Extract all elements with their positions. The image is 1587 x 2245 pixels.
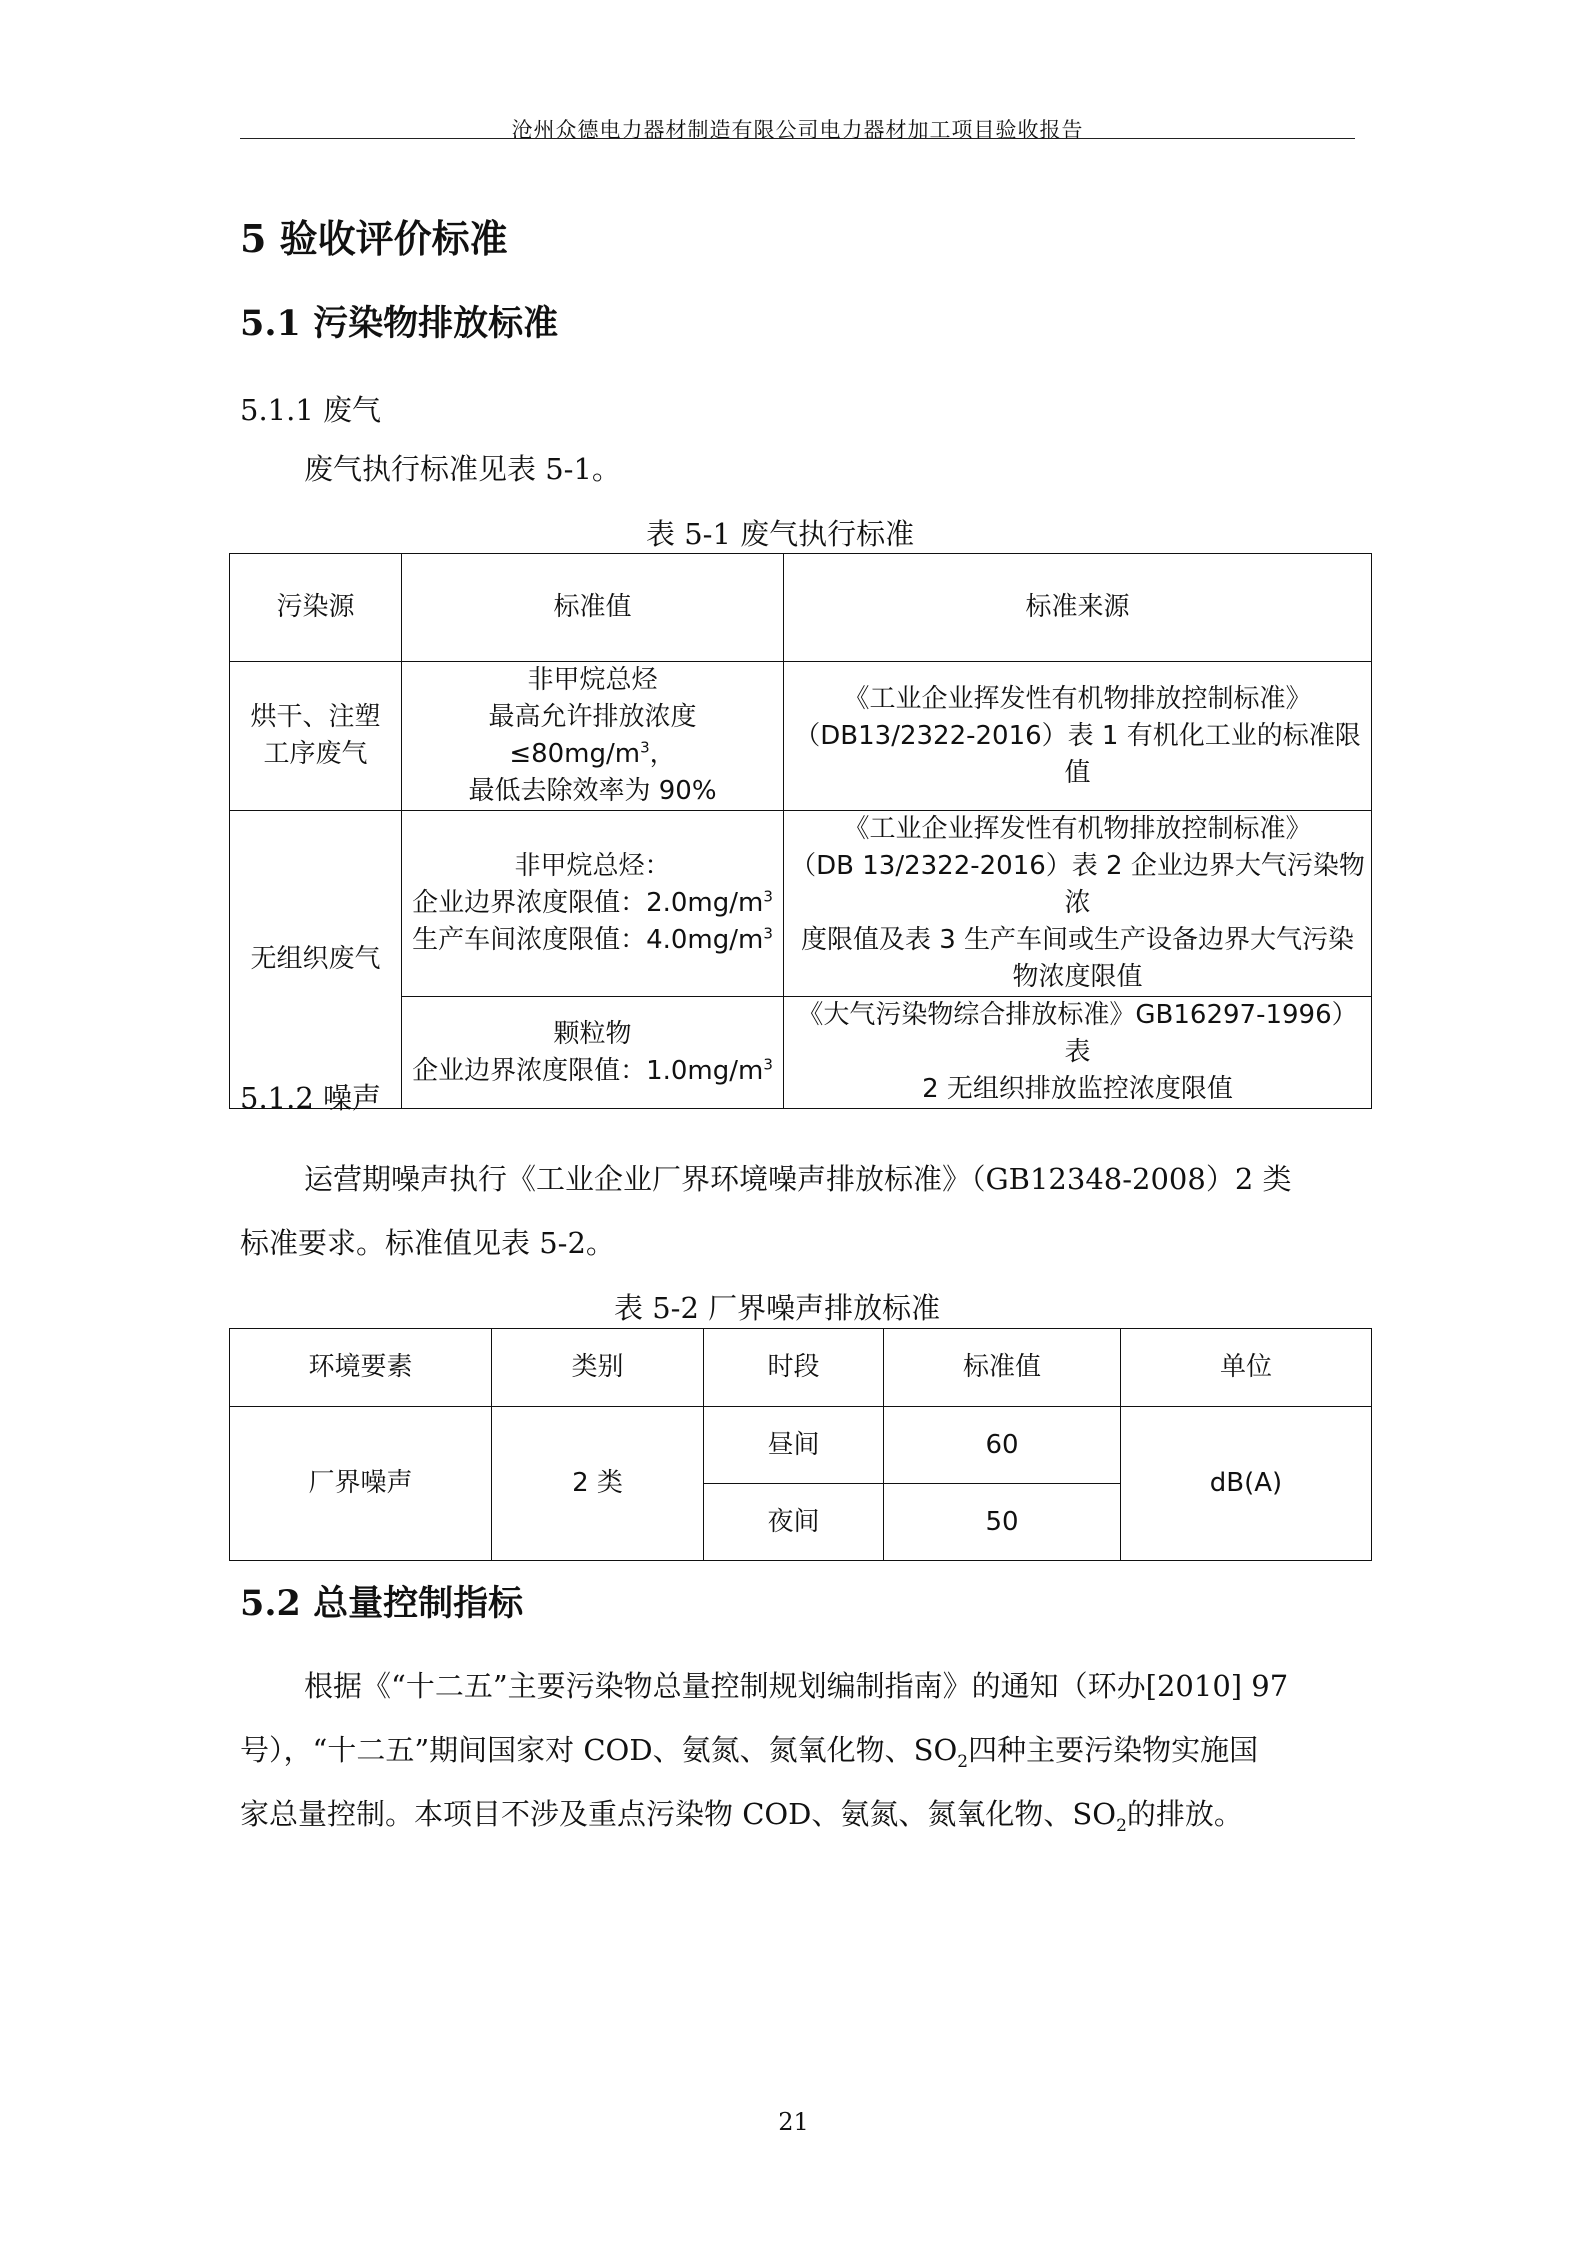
header-cell: 标准来源 [784, 554, 1372, 662]
header-cell: 单位 [1121, 1329, 1372, 1407]
superscript: 3 [763, 887, 773, 906]
value-text: 企业边界浓度限值：1.0mg/m [412, 1055, 764, 1086]
ref-cell [784, 662, 1372, 811]
ref-cell [784, 997, 1372, 1109]
section-5-title: 5 验收评价标准 [240, 216, 508, 261]
noise-standard-table [229, 1328, 1372, 1561]
category-cell: 2 类 [492, 1407, 704, 1561]
superscript: 3 [763, 924, 773, 943]
table-row [230, 997, 1372, 1109]
value-text: 生产车间浓度限值：4.0mg/m [412, 925, 764, 955]
total-control-line2 [240, 1733, 1259, 1772]
value-text: 最高允许排放浓度≤80mg/m [488, 702, 697, 769]
subscript: 2 [1116, 1815, 1127, 1836]
total-control-line3 [240, 1797, 1243, 1836]
value-line [406, 1053, 779, 1090]
subscript: 2 [957, 1751, 969, 1772]
source-line: 工序废气 [263, 739, 368, 769]
line3-text: 家总量控制。本项目不涉及重点污染物 COD、氨氮、氮氧化物、SO [240, 1797, 1117, 1831]
section-5-1-2-title: 5.1.2 噪声 [240, 1081, 382, 1115]
total-control-line1: 根据《“十二五”主要污染物总量控制规划编制指南》的通知（环办[2010] 97 [304, 1669, 1289, 1703]
noise-para-line1: 运营期噪声执行《工业企业厂界环境噪声排放标准》（GB12348-2008）2 类 [304, 1162, 1292, 1196]
header-cell: 时段 [704, 1329, 884, 1407]
page-number: 21 [778, 2108, 809, 2136]
value-line [406, 699, 779, 773]
standard-value-cell: 50 [884, 1484, 1121, 1561]
superscript: 3 [763, 1054, 773, 1073]
header-rule [240, 138, 1355, 139]
section-5-1-title: 5.1 污染物排放标准 [240, 303, 559, 344]
value-cell [402, 811, 784, 997]
value-line [406, 885, 779, 922]
value-cell [402, 662, 784, 811]
period-cell: 昼间 [704, 1407, 884, 1484]
header-cell: 环境要素 [230, 1329, 492, 1407]
section-5-1-1-title: 5.1.1 废气 [240, 393, 382, 427]
noise-paragraph [240, 1147, 1355, 1275]
standard-value-cell: 60 [884, 1407, 1121, 1484]
ref-line: 《工业企业挥发性有机物排放控制标准》 [843, 814, 1312, 844]
header-cell: 污染源 [230, 554, 402, 662]
line2-text-tail: 四种主要污染物实施国 [968, 1733, 1259, 1767]
header-cell: 标准值 [402, 554, 784, 662]
line2-text: 号），“十二五”期间国家对 COD、氨氮、氮氧化物、SO [240, 1733, 958, 1767]
value-cell [402, 997, 784, 1109]
value-text: 企业边界浓度限值：2.0mg/m [412, 888, 764, 918]
header-cell: 标准值 [884, 1329, 1121, 1407]
source-line: 烘干、注塑 [250, 702, 381, 732]
source-cell: 无组织废气 [230, 811, 402, 1109]
page-header: 沧州众德电力器材制造有限公司电力器材加工项目验收报告 [511, 118, 1084, 142]
superscript: 3 [640, 738, 650, 757]
ref-line: 《工业企业挥发性有机物排放控制标准》 [843, 683, 1312, 714]
element-cell: 厂界噪声 [230, 1407, 492, 1561]
table-row [230, 662, 1372, 811]
table-row [230, 811, 1372, 997]
value-line [406, 922, 779, 959]
table-5-2-caption: 表 5-2 厂界噪声排放标准 [614, 1291, 941, 1325]
value-line: 最低去除效率为 90% [468, 776, 717, 806]
ref-line: 度限值及表 3 生产车间或生产设备边界大气污染 [800, 925, 1355, 955]
value-line: 颗粒物 [553, 1018, 632, 1049]
section-5-2-title: 5.2 总量控制指标 [240, 1583, 524, 1624]
ref-line: （DB13/2322-2016）表 1 有机化工业的标准限值 [794, 720, 1361, 788]
ref-line: 《大气污染物综合排放标准》GB16297-1996）表 [797, 1000, 1358, 1067]
value-punct: ， [649, 739, 676, 769]
ref-line: （DB 13/2322-2016）表 2 企业边界大气污染物浓 [790, 851, 1365, 918]
value-line: 非甲烷总烃 [527, 665, 658, 695]
table-header-row [230, 1329, 1372, 1407]
exhaust-intro-text: 废气执行标准见表 5-1。 [304, 452, 621, 486]
table-header-row [230, 554, 1372, 662]
total-control-paragraph [240, 1654, 1355, 1846]
source-cell [230, 662, 402, 811]
noise-para-line2: 标准要求。标准值见表 5-2。 [240, 1226, 615, 1260]
ref-cell [784, 811, 1372, 997]
table-row [230, 1407, 1372, 1484]
exhaust-standard-table [229, 553, 1372, 1109]
period-cell: 夜间 [704, 1484, 884, 1561]
value-line: 非甲烷总烃： [514, 851, 671, 881]
ref-line: 物浓度限值 [1012, 962, 1143, 992]
exhaust-intro [240, 437, 1355, 501]
line3-text-tail: 的排放。 [1126, 1797, 1243, 1831]
header-cell: 类别 [492, 1329, 704, 1407]
ref-line: 2 无组织排放监控浓度限值 [922, 1074, 1233, 1104]
unit-cell: dB(A) [1121, 1407, 1372, 1561]
table-5-1-caption: 表 5-1 废气执行标准 [646, 517, 915, 551]
